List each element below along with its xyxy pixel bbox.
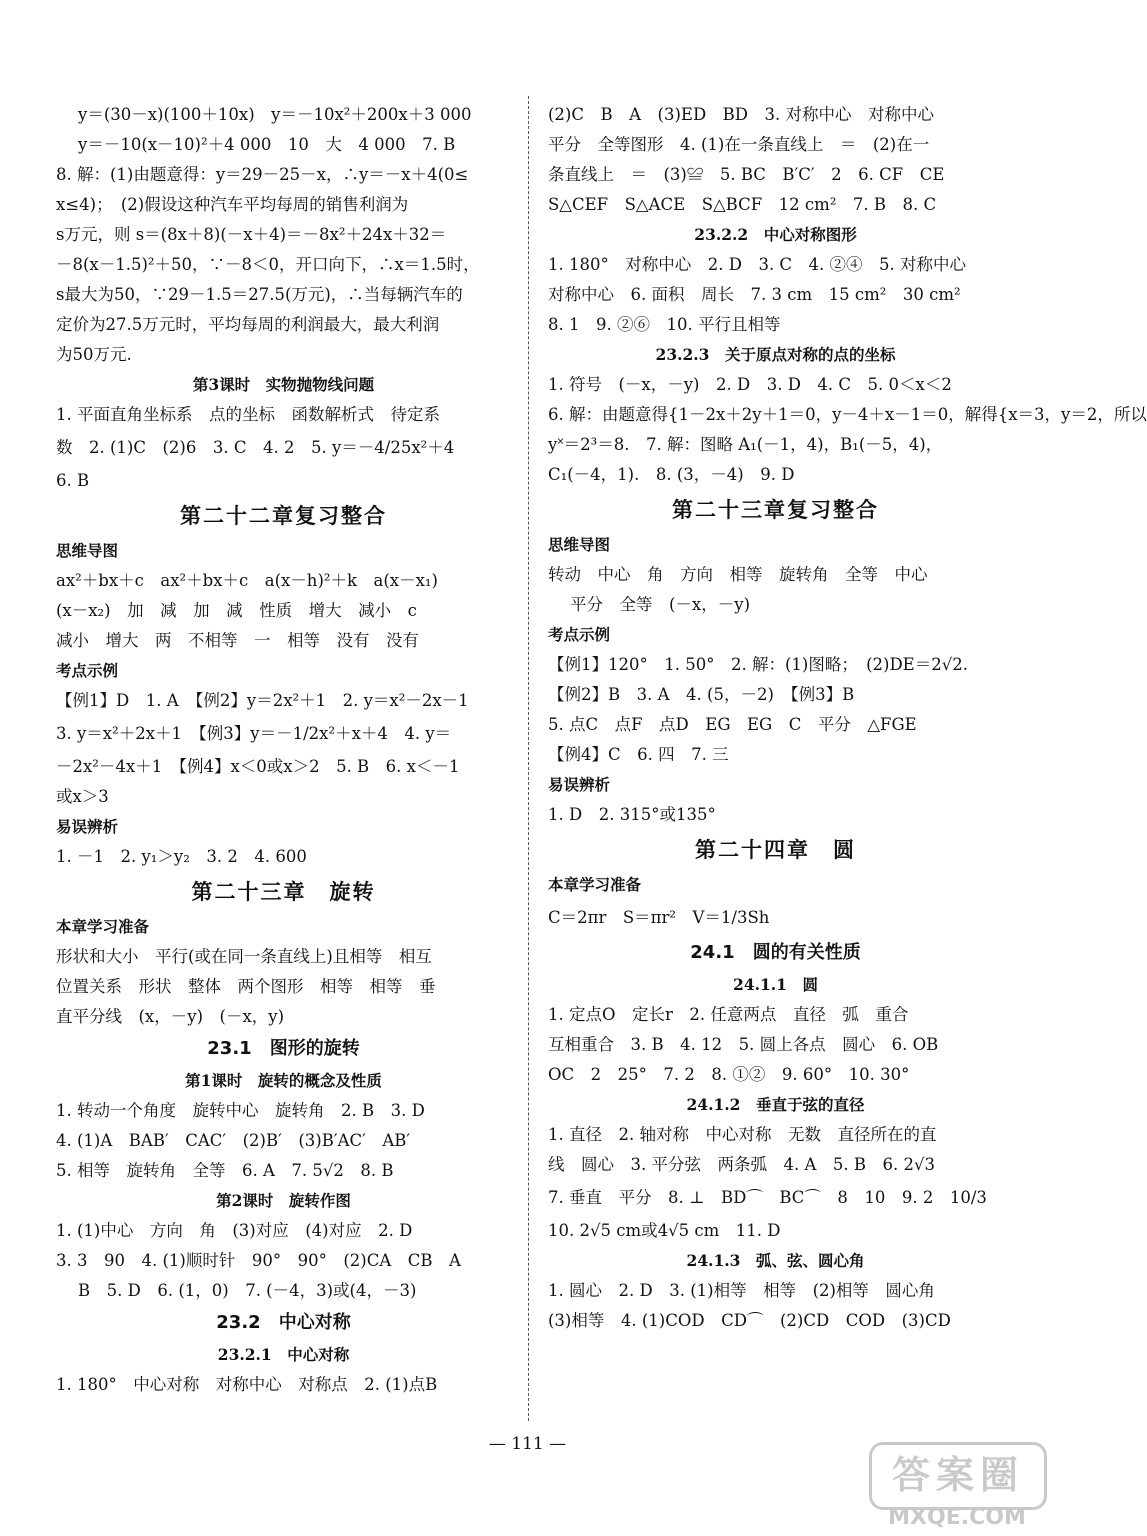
block-label: 本章学习准备 — [56, 918, 150, 936]
answer-line: 平分 全等图形 4. (1)在一条直线上 ＝ (2)在一 — [548, 135, 930, 154]
watermark — [867, 1442, 1047, 1530]
answer-line: 【例1】D 1. A 【例2】y＝2x²＋1 2. y＝x²－2x－1 — [56, 691, 469, 710]
answer-line: 1. －1 2. y₁＞y₂ 3. 2 4. 600 — [56, 847, 307, 866]
answer-line: 1. 定点O 定长r 2. 任意两点 直径 弧 重合 — [548, 1005, 909, 1024]
block-label: 思维导图 — [548, 536, 611, 554]
answer-line: 减小 增大 两 不相等 一 相等 没有 没有 — [56, 631, 419, 650]
answer-line: 形状和大小 平行(或在同一条直线上)且相等 相互 — [56, 947, 432, 966]
subsection-heading: 第3课时 实物抛物线问题 — [192, 375, 375, 394]
answer-line: 条直线上 ＝ (3)≌ 5. BC B′C′ 2 6. CF CE — [548, 165, 945, 184]
answer-line: 5. 相等 旋转角 全等 6. A 7. 5√2 8. B — [56, 1161, 394, 1180]
answer-line: 平分 全等 (－x，－y) — [570, 595, 751, 614]
answer-line: 5. 点C 点F 点D EG EG C 平分 △FGE — [548, 715, 917, 734]
watermark-logo: 答案圈 — [869, 1442, 1047, 1510]
answer-line: ax²＋bx＋c ax²＋bx＋c a(x－h)²＋k a(x－x₁) — [56, 571, 438, 590]
answer-line: －2x²－4x＋1 【例4】x＜0或x＞2 5. B 6. x＜－1 — [56, 757, 460, 776]
chapter-heading: 第二十三章复习整合 — [672, 498, 879, 522]
block-label: 易误辨析 — [56, 818, 119, 836]
answer-line: (x－x₂) 加 减 加 减 性质 增大 减小 c — [56, 601, 417, 620]
block-label: 本章学习准备 — [548, 876, 642, 894]
answer-line: (2)C B A (3)ED BD 3. 对称中心 对称中心 — [548, 105, 935, 124]
answer-line: 位置关系 形状 整体 两个图形 相等 相等 垂 — [56, 977, 436, 996]
section-heading: 23.2 中心对称 — [216, 1312, 351, 1333]
column-divider — [528, 96, 529, 1421]
answer-line: y˟＝2³＝8. 7. 解：图略 A₁(－1，4)，B₁(－5，4)， — [548, 435, 943, 454]
answer-line: s最大为50，∵29－1.5＝27.5(万元)，∴当每辆汽车的 — [56, 285, 463, 304]
answer-line: S△CEF S△ACE S△BCF 12 cm² 7. B 8. C — [548, 195, 937, 214]
answer-line: 互相重合 3. B 4. 12 5. 圆上各点 圆心 6. OB — [548, 1035, 939, 1054]
watermark-url: MXQE.COM — [888, 1505, 1026, 1530]
answer-line: 1. 圆心 2. D 3. (1)相等 相等 (2)相等 圆心角 — [548, 1281, 935, 1300]
answer-line: y＝－10(x－10)²＋4 000 10 大 4 000 7. B — [78, 135, 456, 154]
answer-line: 【例2】B 3. A 4. (5，－2) 【例3】B — [548, 685, 855, 704]
answer-line: －8(x－1.5)²＋50，∵－8＜0，开口向下，∴x＝1.5时， — [56, 255, 480, 274]
page-number: — 111 — — [488, 1434, 567, 1454]
subsection-heading: 24.1.1 圆 — [733, 975, 818, 994]
answer-line: 6. 解：由题意得{1－2x＋2y＋1＝0，y－4＋x－1＝0，解得{x＝3，y＝2，所以 — [548, 405, 1147, 424]
answer-line: 为50万元. — [56, 345, 132, 364]
answer-line: C₁(－4，1). 8. (3，－4) 9. D — [548, 465, 795, 484]
block-label: 考点示例 — [56, 662, 119, 680]
answer-line: 1. (1)中心 方向 角 (3)对应 (4)对应 2. D — [56, 1221, 413, 1240]
chapter-heading: 第二十二章复习整合 — [180, 504, 387, 528]
subsection-heading: 第1课时 旋转的概念及性质 — [185, 1071, 382, 1090]
answer-line: 1. D 2. 315°或135° — [548, 805, 716, 824]
answer-line: 4. (1)A BAB′ CAC′ (2)B′ (3)B′AC′ AB′ — [56, 1131, 411, 1150]
answer-line: 1. 符号 (－x，－y) 2. D 3. D 4. C 5. 0＜x＜2 — [548, 375, 952, 394]
answer-line: 3. y＝x²＋2x＋1 【例3】y＝－1/2x²＋x＋4 4. y＝ — [56, 724, 452, 743]
answer-line: 1. 直径 2. 轴对称 中心对称 无数 直径所在的直 — [548, 1125, 937, 1144]
answer-line: 1. 180° 对称中心 2. D 3. C 4. ②④ 5. 对称中心 — [548, 255, 967, 274]
answer-line: C＝2πr S＝πr² V＝1/3Sh — [548, 908, 770, 927]
answer-line: 8. 解：(1)由题意得：y＝29－25－x，∴y＝－x＋4(0≤ — [56, 165, 469, 184]
answer-line: 10. 2√5 cm或4√5 cm 11. D — [548, 1221, 781, 1240]
answer-line: x≤4)； (2)假设这种汽车平均每周的销售利润为 — [56, 195, 409, 214]
answer-line: 3. 3 90 4. (1)顺时针 90° 90° (2)CA CB A — [56, 1251, 461, 1270]
answer-line: 定价为27.5万元时，平均每周的利润最大，最大利润 — [56, 315, 440, 334]
right-column — [548, 100, 1147, 1336]
answer-line: 直平分线 (x，－y) (－x，y) — [56, 1007, 285, 1026]
answer-line: 或x＞3 — [56, 787, 109, 806]
answer-line: s万元，则 s＝(8x＋8)(－x＋4)＝－8x²＋24x＋32＝ — [56, 225, 447, 244]
answer-line: 6. B — [56, 471, 90, 490]
answer-line: y＝(30－x)(100＋10x) y＝－10x²＋200x＋3 000 — [78, 105, 472, 124]
answer-line: 7. 垂直 平分 8. ⊥ BD⌒ BC⌒ 8 10 9. 2 10/3 — [548, 1188, 987, 1207]
answer-line: 转动 中心 角 方向 相等 旋转角 全等 中心 — [548, 565, 928, 584]
answer-line: B 5. D 6. (1，0) 7. (－4，3)或(4，－3) — [78, 1281, 417, 1300]
subsection-heading: 23.2.2 中心对称图形 — [694, 225, 857, 244]
subsection-heading: 24.1.2 垂直于弦的直径 — [686, 1095, 865, 1114]
answer-line: 对称中心 6. 面积 周长 7. 3 cm 15 cm² 30 cm² — [548, 285, 961, 304]
answer-line: 8. 1 9. ②⑥ 10. 平行且相等 — [548, 315, 781, 334]
answer-line: 【例1】120° 1. 50° 2. 解：(1)图略； (2)DE＝2√2. — [548, 655, 968, 674]
chapter-heading: 第二十四章 圆 — [695, 838, 856, 862]
section-heading: 24.1 圆的有关性质 — [690, 942, 861, 963]
answer-line: 1. 平面直角坐标系 点的坐标 函数解析式 待定系 — [56, 405, 440, 424]
answer-line: 1. 180° 中心对称 对称中心 对称点 2. (1)点B — [56, 1375, 438, 1394]
block-label: 思维导图 — [56, 542, 119, 560]
subsection-heading: 第2课时 旋转作图 — [216, 1191, 351, 1210]
answer-line: 线 圆心 3. 平分弦 两条弧 4. A 5. B 6. 2√3 — [548, 1155, 936, 1174]
left-column — [56, 100, 511, 1400]
block-label: 易误辨析 — [548, 776, 611, 794]
section-heading: 23.1 图形的旋转 — [207, 1038, 360, 1059]
subsection-heading: 24.1.3 弧、弦、圆心角 — [686, 1251, 865, 1270]
answer-line: 1. 转动一个角度 旋转中心 旋转角 2. B 3. D — [56, 1101, 425, 1120]
answer-line: (3)相等 4. (1)COD CD⌒ (2)CD COD (3)CD — [548, 1311, 951, 1330]
subsection-heading: 23.2.3 关于原点对称的点的坐标 — [655, 345, 896, 364]
answer-line: OC 2 25° 7. 2 8. ①② 9. 60° 10. 30° — [548, 1065, 910, 1084]
chapter-heading: 第二十三章 旋转 — [191, 880, 376, 904]
answer-line: 数 2. (1)C (2)6 3. C 4. 2 5. y＝－4/25x²＋4 — [56, 438, 455, 457]
block-label: 考点示例 — [548, 626, 611, 644]
subsection-heading: 23.2.1 中心对称 — [217, 1345, 350, 1364]
answer-line: 【例4】C 6. 四 7. 三 — [548, 745, 729, 764]
